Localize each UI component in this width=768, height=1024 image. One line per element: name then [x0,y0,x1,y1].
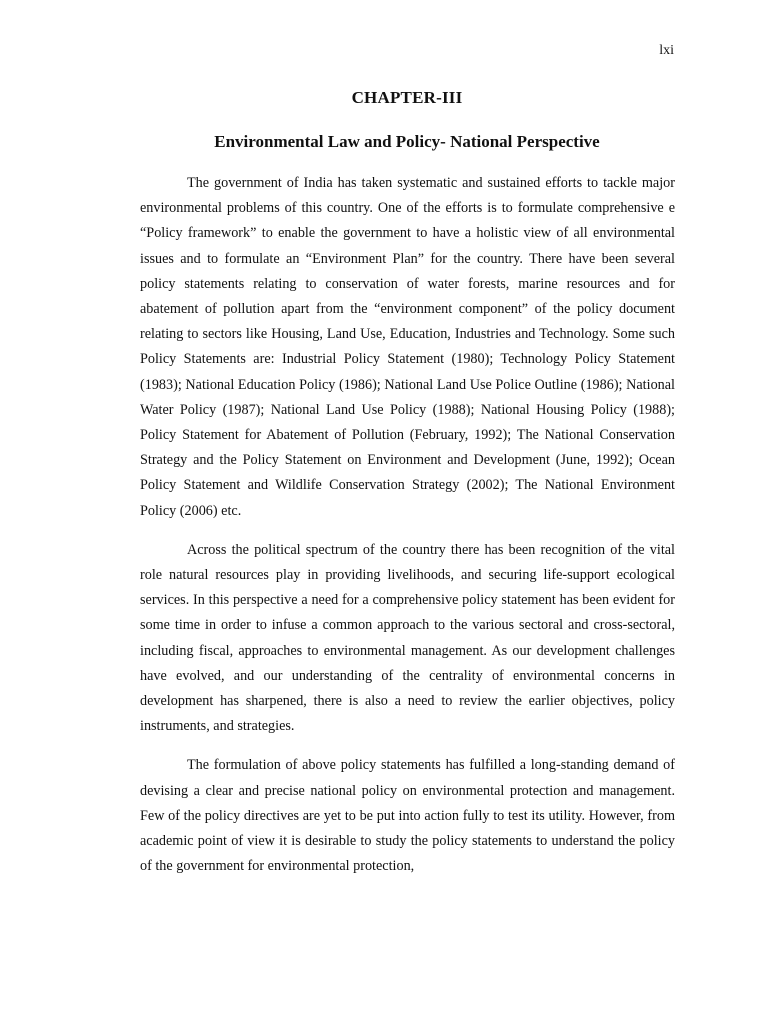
paragraph-2: Across the political spectrum of the country there has been recognition of the vital role natural resources play in providing livelihoods, and securing life-support ecological services. In this perspective a need for a comprehensive policy statement has been evident for some time in order to infuse a common approach to the various sectoral and cross-sectoral, including fiscal, approaches to environmental management. As our development challenges have evolved, and our understanding of the centrality of environmental concerns in development has sharpened, there is also a need to review the earlier objectives, policy instruments, and strategies. [140,541,675,735]
paragraph-1: The government of India has taken systematic and sustained efforts to tackle major environmental problems of this country. One of the efforts is to formulate comprehensive e “Policy framework” to enable the government to have a holistic view of all environmental issues and to formulate an “Environment Plan” for the country. There have been several policy statements relating to conservation of water forests, marine resources and for abatement of pollution apart from the “environment component” of the policy document relating to sectors like Housing, Land Use, Education, Industries and Technology. Some such Policy Statements are: Industrial Policy Statement (1980); Technology Policy Statement (1983); National Education Policy (1986); National Land Use Police Outline (1986); National Water Policy (1987); National Land Use Policy (1988); National Housing Policy (1988); Policy Statement for Abatement of Pollution (February, 1992); The National Conservation Strategy and the Policy Statement on Environment and Development (June, 1992); Ocean Policy Statement and Wildlife Conservation Strategy (2002); The National Environment Policy (2006) etc. [140,175,675,519]
page-number: lxi [659,43,674,58]
chapter-title: Environmental Law and Policy- National Perspective [214,132,600,151]
chapter-heading: CHAPTER-III [351,88,463,107]
body-text [140,171,675,893]
paragraph-3: The formulation of above policy statements has fulfilled a long-standing demand of devising a clear and precise national policy on environmental protection and management. Few of the policy directives are yet to be put into action fully to test its utility. However, from academic point of view it is desirable to study the policy statements to understand the policy of the government for environmental protection, [140,757,675,875]
